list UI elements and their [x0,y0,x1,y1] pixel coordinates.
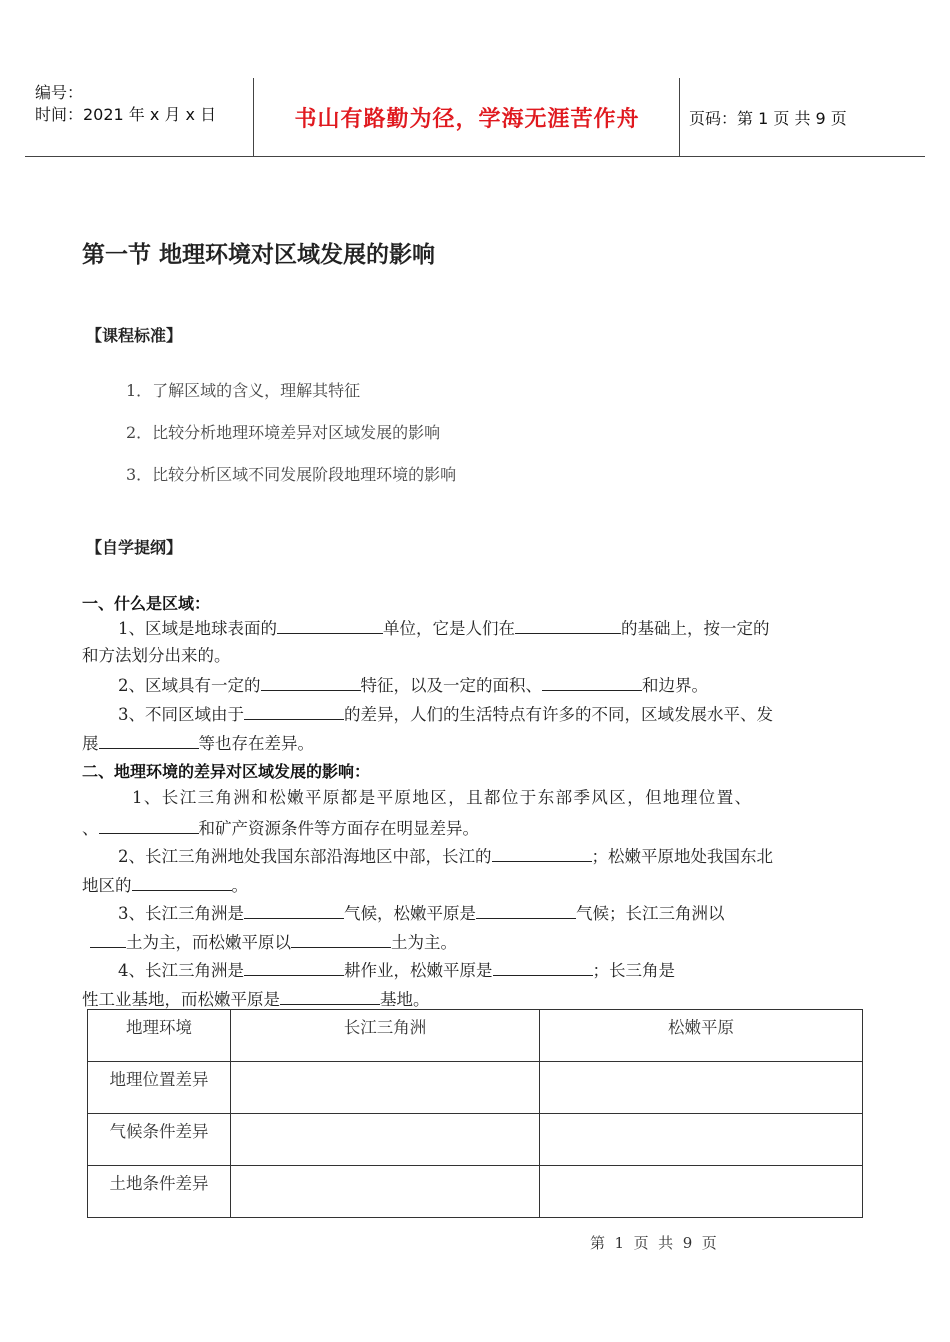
part1-heading: 一、什么是区域： [82,594,211,613]
table-row [88,1062,863,1114]
fill-blank[interactable] [515,616,621,634]
fill-blank[interactable] [277,616,383,634]
question-line: 1、区域是地球表面的 单位，它是人们在 的基础上，按一定的 [118,616,770,640]
table-row [88,1166,863,1218]
page-label: 页码：第 1 页 共 9 页 [689,109,847,128]
header-meta [35,82,216,126]
row-label: 土地条件差异 [88,1166,231,1218]
fill-blank[interactable] [280,987,380,1005]
table-header-cell: 松嫩平原 [540,1010,863,1062]
fill-blank[interactable] [542,673,642,691]
question-line: 3、长江三角洲是 气候，松嫩平原是 气候；长江三角洲以 [118,901,725,925]
part2-heading: 二、地理环境的差异对区域发展的影响： [82,762,371,781]
standard-item: 1．了解区域的含义，理解其特征 [126,381,361,400]
question-line: 性工业基地，而松嫩平原是 基地。 [82,987,430,1011]
time-label: 时间：2021 年 x 月 x 日 [35,105,217,124]
standards-label: 【课程标准】 [86,326,183,345]
answer-cell[interactable] [540,1062,863,1114]
question-line: 展 等也存在差异。 [82,731,314,755]
page-title: 第一节 地理环境对区域发展的影响 [82,242,436,268]
answer-cell[interactable] [231,1062,540,1114]
fill-blank[interactable] [261,673,361,691]
page-header [25,78,925,157]
question-line: 地区的 。 [82,873,248,897]
row-label: 地理位置差异 [88,1062,231,1114]
question-line: 3、不同区域由于 的差异，人们的生活特点有许多的不同，区域发展水平、发 [118,702,773,726]
table-header-cell: 地理环境 [88,1010,231,1062]
table-header-row [88,1010,863,1062]
question-line: 、 和矿产资源条件等方面存在明显差异。 [82,816,479,840]
page-footer: 第 1 页 共 9 页 [590,1234,717,1252]
question-line: 1、长江三角洲和松嫩平原都是平原地区，且都位于东部季风区，但地理位置、 [132,788,753,807]
standard-item: 3．比较分析区域不同发展阶段地理环境的影响 [126,465,457,484]
question-line: 土为主，而松嫩平原以 土为主。 [90,930,457,954]
comparison-table [87,1009,863,1218]
table-row [88,1114,863,1166]
answer-cell[interactable] [231,1114,540,1166]
code-label: 编号： [35,83,84,102]
answer-cell[interactable] [540,1166,863,1218]
question-line: 4、长江三角洲是 耕作业，松嫩平原是 ；长三角是 [118,958,675,982]
fill-blank[interactable] [244,958,344,976]
fill-blank[interactable] [99,816,199,834]
answer-cell[interactable] [231,1166,540,1218]
outline-label: 【自学提纲】 [86,538,183,557]
fill-blank[interactable] [99,731,199,749]
fill-blank[interactable] [244,901,344,919]
row-label: 气候条件差异 [88,1114,231,1166]
fill-blank[interactable] [291,930,391,948]
fill-blank[interactable] [476,901,576,919]
question-line: 2、长江三角洲地处我国东部沿海地区中部，长江的 ；松嫩平原地处我国东北 [118,844,773,868]
fill-blank[interactable] [492,844,592,862]
header-divider [679,78,680,156]
table-header-cell: 长江三角洲 [231,1010,540,1062]
question-line: 2、区域具有一定的 特征，以及一定的面积、 和边界。 [118,673,708,697]
fill-blank[interactable] [132,873,232,891]
fill-blank[interactable] [493,958,593,976]
fill-blank[interactable] [90,930,126,948]
standard-item: 2．比较分析地理环境差异对区域发展的影响 [126,423,441,442]
fill-blank[interactable] [244,702,344,720]
header-divider [253,78,254,156]
question-line: 和方法划分出来的。 [82,646,231,665]
motto: 书山有路勤为径，学海无涯苦作舟 [294,107,640,132]
answer-cell[interactable] [540,1114,863,1166]
